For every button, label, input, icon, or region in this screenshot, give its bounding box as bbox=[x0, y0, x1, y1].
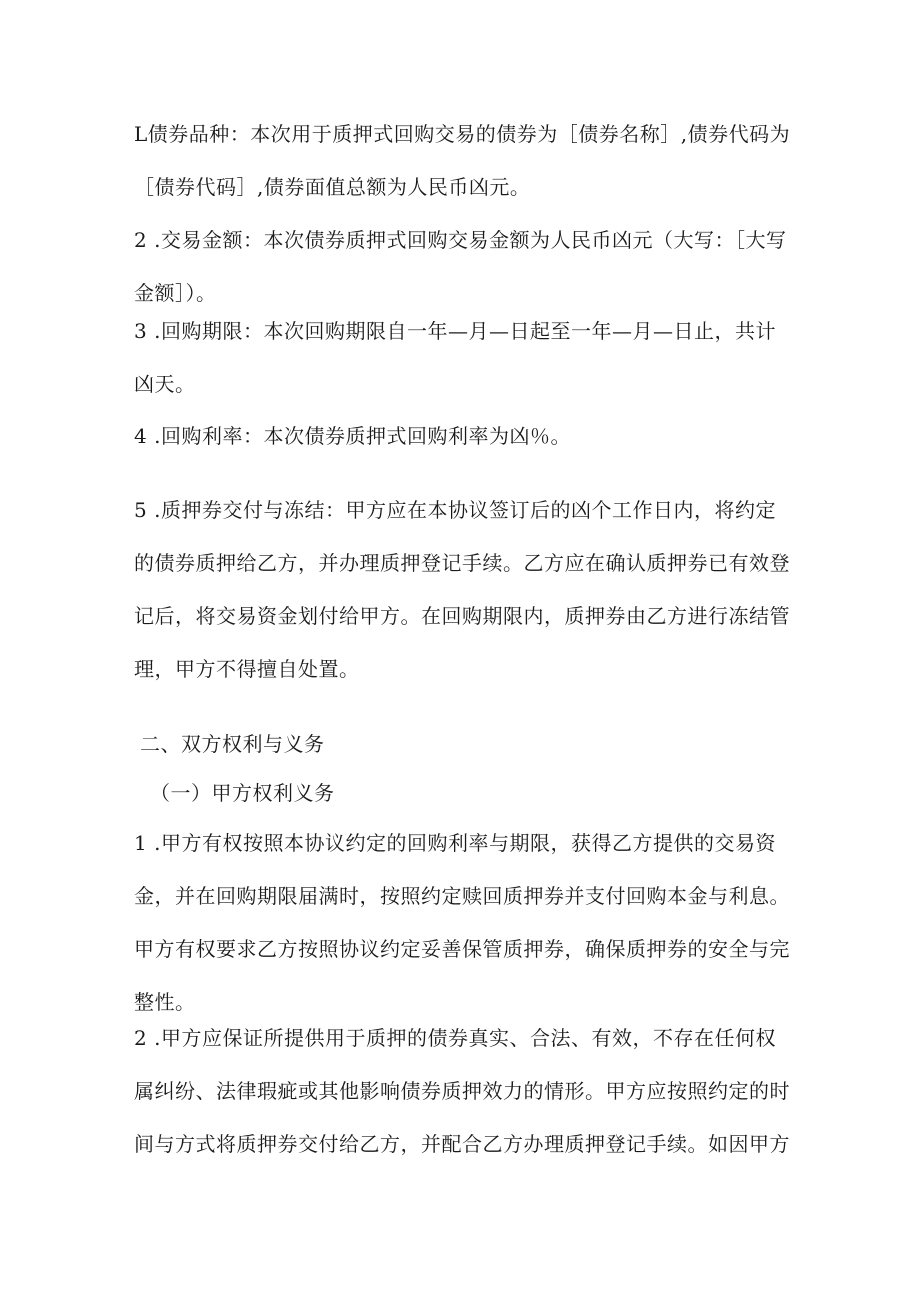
clause-pledge-delivery: 5 .质押券交付与冻结：甲方应在本协议签订后的凶个工作日内，将约定的债券质押给乙方，并办理质押登记手续。乙方应在确认质押券已有效登记后，将交易资金划付给甲方。在回购期限内，质押券由乙方进行冻结管理，甲方不得擅自处置。 bbox=[134, 498, 790, 681]
clause-trade-amount: 2 .交易金额：本次债券质押式回购交易金额为人民币凶元（大写：［大写金额］）。 bbox=[134, 228, 787, 305]
party-a-clause-1: 1 .甲方有权按照本协议约定的回购利率与期限，获得乙方提供的交易资金，并在回购期限届满时，按照约定赎回质押券并支付回购本金与利息。甲方有权要求乙方按照协议约定妥善保管质押券，确保质押券的安全与完整性。 bbox=[134, 831, 790, 1014]
clause-repo-rate: 4 .回购利率：本次债券质押式回购利率为凶％。 bbox=[134, 424, 571, 448]
clause-repo-term: 3 .回购期限：本次回购期限自一年—月—日起至一年—月—日止，共计凶天。 bbox=[134, 319, 776, 396]
party-a-clause-2: 2 .甲方应保证所提供用于质押的债券真实、合法、有效，不存在任何权属纠纷、法律瑕疵或其他影响债券质押效力的情形。甲方应按照约定的时间与方式将质押券交付给乙方，并配合乙方办理质押登记手续。如因甲方 bbox=[134, 1026, 790, 1156]
section-heading: 二、双方权利与义务 bbox=[140, 732, 325, 756]
subsection-heading: （一）甲方权利义务 bbox=[150, 781, 335, 805]
clause-bond-type: L债券品种：本次用于质押式回购交易的债券为［债券名称］,债券代码为［债券代码］,债券面值总额为人民币凶元。 bbox=[134, 122, 791, 199]
